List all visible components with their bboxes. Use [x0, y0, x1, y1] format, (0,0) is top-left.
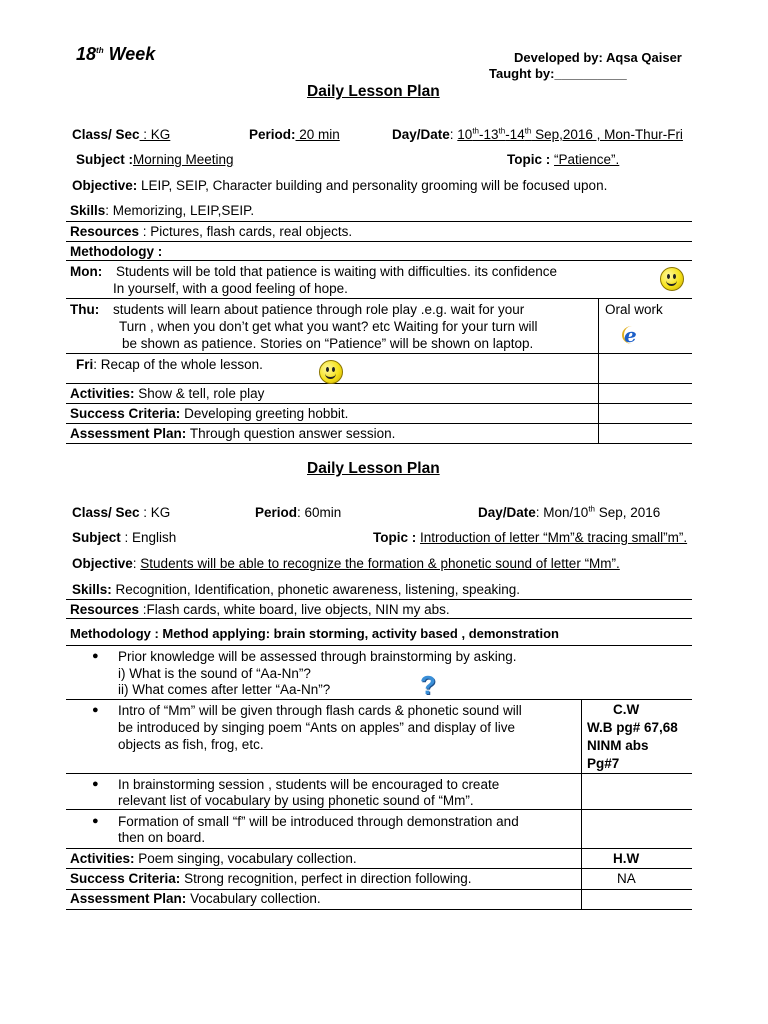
plan2-daydate-post: Sep, 2016	[594, 505, 661, 520]
plan2-subject-value: : English	[120, 530, 177, 545]
plan1-fri-value: : Recap of the whole lesson.	[93, 357, 263, 372]
developed-by: Developed by: Aqsa Qaiser	[514, 50, 682, 65]
plan1-mon-line1: Students will be told that patience is waiting with difficulties. its confidence	[116, 264, 557, 279]
week-sup: th	[96, 46, 104, 55]
plan2-activities-value: Poem singing, vocabulary collection.	[134, 851, 357, 866]
plan1-mon-line2: In yourself, with a good feeling of hope.	[113, 281, 348, 296]
plan2-assessment-value: Vocabulary collection.	[186, 891, 321, 906]
plan1-col-divider	[598, 298, 599, 443]
plan1-class-value: : KG	[139, 127, 171, 142]
plan2-activities	[70, 851, 357, 866]
plan2-b2-line2: be introduced by singing poem “Ants on apples” and display of live	[118, 720, 515, 735]
plan2-period-value: : 60min	[297, 505, 342, 520]
plan2-assessment-label: Assessment Plan:	[70, 891, 187, 906]
plan2-success-value: Strong recognition, perfect in direction following.	[180, 871, 472, 886]
plan2-rule	[66, 773, 692, 774]
plan1-daydate-label: Day/Date	[392, 127, 450, 142]
plan1-fri-label: Fri	[76, 357, 94, 372]
plan1-subject-label: Subject :	[76, 152, 134, 167]
plan1-daydate-row: Day/Date: 10th-13th-14th Sep,2016 , Mon-Thur-Fri	[392, 126, 683, 142]
plan1-assessment-value: Through question answer session.	[186, 426, 396, 441]
internet-explorer-icon: e	[622, 326, 642, 344]
plan2-objective-value: Students will be able to recognize the formation & phonetic sound of letter “Mm”.	[140, 556, 620, 571]
plan1-thu-label: Thu:	[70, 302, 100, 317]
plan2-rule	[66, 599, 692, 600]
plan1-success	[70, 406, 348, 421]
plan2-b2-line3: objects as fish, frog, etc.	[118, 737, 264, 752]
plan2-class-value: : KG	[139, 505, 171, 520]
plan2-objective: Objective: Students will be able to recognize the formation & phonetic sound of letter “Mm”.	[72, 556, 620, 571]
plan2-subject-label: Subject	[72, 530, 121, 545]
plan2-success	[70, 871, 471, 886]
plan1-subject-value: Morning Meeting	[133, 152, 234, 167]
plan1-period-label: Period:	[249, 127, 296, 142]
plan2-title: Daily Lesson Plan	[307, 460, 440, 477]
bullet-icon: ●	[92, 815, 99, 827]
plan1-objective	[72, 178, 607, 193]
plan2-rule	[66, 848, 692, 849]
plan1-oral-work: Oral work	[605, 302, 663, 317]
plan1-success-value: Developing greeting hobbit.	[180, 406, 349, 421]
plan1-daydate-value: 10th-13th-14th Sep,2016 , Mon-Thur-Fri	[457, 126, 683, 142]
plan2-skills-value: Recognition, Identification, phonetic awareness, listening, speaking.	[111, 582, 521, 597]
plan2-b2-line1: Intro of “Mm” will be given through flash cards & phonetic sound will	[118, 703, 522, 718]
plan2-subject-row	[72, 530, 176, 545]
plan1-period-row	[249, 127, 340, 142]
plan1-rule	[66, 221, 692, 222]
plan2-skills-label: Skills:	[72, 582, 112, 597]
plan1-methodology: Methodology :	[70, 244, 163, 259]
plan2-daydate-label: Day/Date	[478, 505, 536, 520]
plan1-class-label: Class/ Sec	[72, 127, 140, 142]
plan1-skills-value: : Memorizing, LEIP,SEIP.	[105, 203, 255, 218]
plan2-b1-q1: i) What is the sound of “Aa-Nn”?	[118, 666, 311, 681]
plan2-topic-label: Topic :	[373, 530, 417, 545]
plan2-topic-row	[373, 530, 687, 545]
plan2-na: NA	[617, 871, 636, 886]
plan2-resources-value: :Flash cards, white board, live objects, NIN my abs.	[139, 602, 450, 617]
plan1-class-row	[72, 127, 170, 142]
plan2-cw: C.W	[613, 702, 640, 717]
plan1-resources-label: Resources	[70, 224, 140, 239]
plan2-b1-q2: ii) What comes after letter “Aa-Nn”?	[118, 682, 331, 697]
plan1-assessment-label: Assessment Plan:	[70, 426, 187, 441]
plan2-rule	[66, 699, 692, 700]
plan1-resources	[70, 224, 352, 239]
plan2-activities-label: Activities:	[70, 851, 135, 866]
plan2-rule	[66, 909, 692, 910]
plan1-rule	[66, 241, 692, 242]
plan1-assessment	[70, 426, 395, 441]
plan1-skills	[70, 203, 254, 218]
week-word: Week	[103, 44, 156, 64]
plan1-activities-label: Activities:	[70, 386, 135, 401]
smiley-icon	[319, 360, 343, 384]
plan2-daydate-sup: th	[588, 504, 595, 514]
plan2-b4-line1: Formation of small “f” will be introduced through demonstration and	[118, 814, 519, 829]
plan2-hw: H.W	[613, 851, 640, 866]
plan2-assessment	[70, 891, 321, 906]
plan2-daydate-row	[478, 505, 660, 520]
plan2-pg7: Pg#7	[587, 756, 620, 771]
plan2-period-row	[255, 505, 341, 520]
taught-by: Taught by:__________	[489, 66, 627, 81]
plan2-class-label: Class/ Sec	[72, 505, 140, 520]
plan1-success-label: Success Criteria:	[70, 406, 181, 421]
plan1-thu-line2: Turn , when you don’t get what you want? etc Waiting for your turn will	[119, 319, 538, 334]
plan2-b4-line2: then on board.	[118, 830, 206, 845]
plan2-skills	[72, 582, 520, 597]
bullet-icon: ●	[92, 778, 99, 790]
plan2-objective-label: Objective	[72, 556, 133, 571]
question-mark-icon: ?	[420, 670, 436, 700]
plan2-period-label: Period	[255, 505, 298, 520]
plan1-skills-label: Skills	[70, 203, 106, 218]
bullet-icon: ●	[92, 650, 99, 662]
plan1-resources-value: : Pictures, flash cards, real objects.	[139, 224, 353, 239]
plan1-activities-value: Show & tell, role play	[134, 386, 265, 401]
plan1-topic-value: “Patience”.	[554, 152, 620, 167]
plan1-objective-label: Objective:	[72, 178, 138, 193]
smiley-icon	[660, 267, 684, 291]
plan2-b3-line2: relevant list of vocabulary by using phonetic sound of “Mm”.	[118, 793, 474, 808]
week-number: 18	[76, 44, 97, 64]
plan2-rule	[66, 618, 692, 619]
week-heading	[76, 44, 155, 65]
plan1-topic-label: Topic :	[507, 152, 551, 167]
plan2-b1-line1: Prior knowledge will be assessed through brainstorming by asking.	[118, 649, 517, 664]
plan2-resources-label: Resources	[70, 602, 140, 617]
plan2-success-label: Success Criteria:	[70, 871, 181, 886]
plan1-objective-value: LEIP, SEIP, Character building and personality grooming will be focused upon.	[137, 178, 608, 193]
plan2-class-row	[72, 505, 170, 520]
plan1-topic-row	[507, 152, 619, 167]
plan2-topic-value: Introduction of letter “Mm”& tracing small”m”.	[420, 530, 688, 545]
plan1-fri	[76, 357, 263, 372]
plan2-rule	[66, 868, 692, 869]
plan1-thu-line3: be shown as patience. Stories on “Patience” will be shown on laptop.	[122, 336, 534, 351]
plan2-methodology: Methodology : Method applying: brain storming, activity based , demonstration	[70, 626, 559, 641]
plan2-resources	[70, 602, 450, 617]
plan1-activities	[70, 386, 264, 401]
plan2-rule	[66, 809, 692, 810]
plan2-rule	[66, 889, 692, 890]
plan2-rule	[66, 645, 692, 646]
plan2-ninm: NINM abs	[587, 738, 649, 753]
plan1-thu-line1: students will learn about patience through role play .e.g. wait for your	[113, 302, 525, 317]
bullet-icon: ●	[92, 704, 99, 716]
plan1-subject-row	[76, 152, 234, 167]
plan1-rule	[66, 443, 692, 444]
plan1-rule	[66, 260, 692, 261]
plan2-wb: W.B pg# 67,68	[587, 720, 678, 735]
plan2-daydate-pre: : Mon/10	[535, 505, 589, 520]
plan2-col-divider	[581, 699, 582, 909]
plan1-mon-label: Mon:	[70, 264, 103, 279]
plan1-period-value: 20 min	[295, 127, 340, 142]
plan2-b3-line1: In brainstorming session , students will be encouraged to create	[118, 777, 500, 792]
plan1-title: Daily Lesson Plan	[307, 83, 440, 100]
